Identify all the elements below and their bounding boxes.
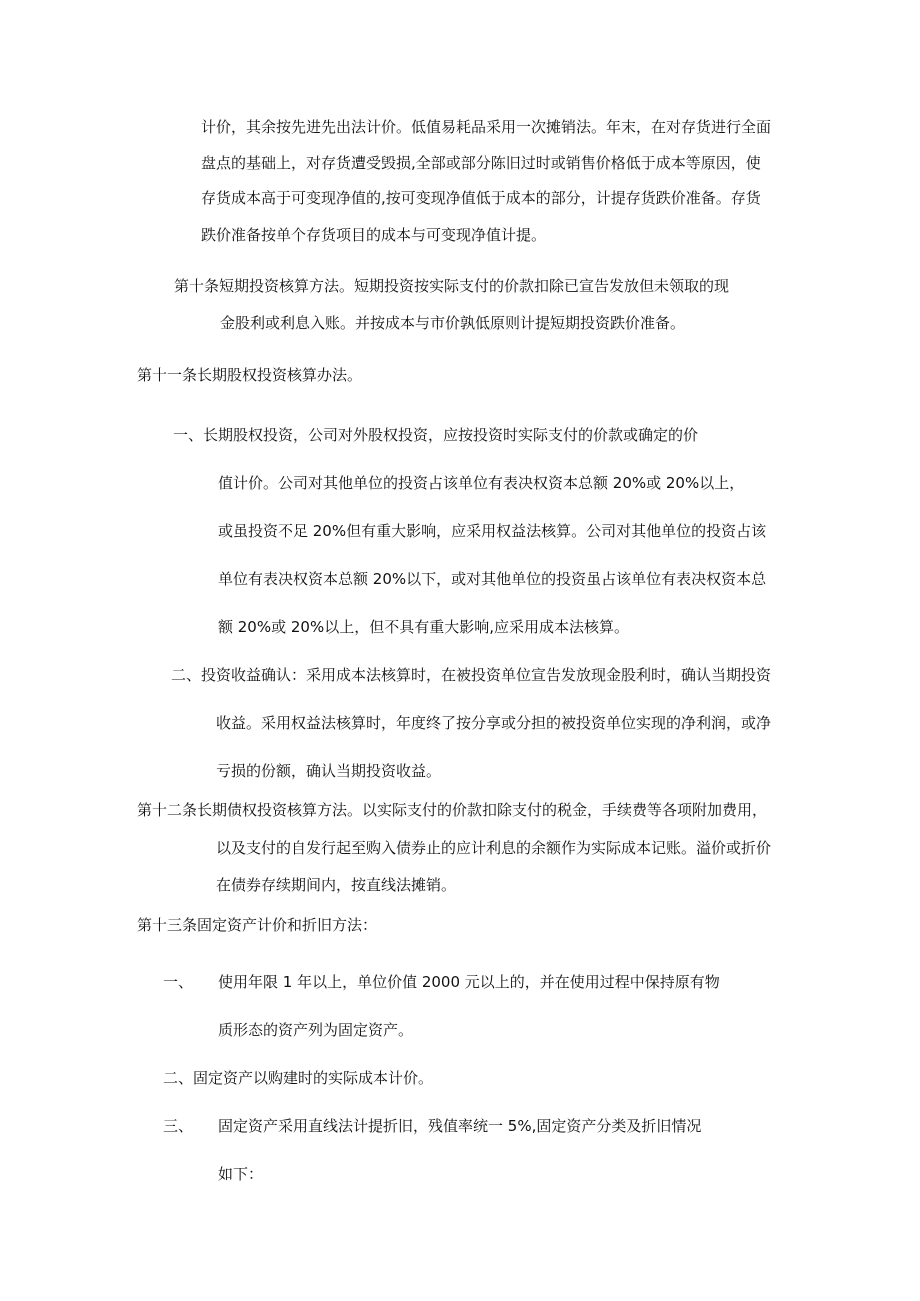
paragraph-line: 亏损的份额，确认当期投资收益。 [216,762,442,780]
paragraph-line: 单位有表决权资本总额 20%以下，或对其他单位的投资虽占该单位有表决权资本总 [218,570,767,588]
paragraph-line: 或虽投资不足 20%但有重大影响，应采用权益法核算。公司对其他单位的投资占该 [218,522,767,540]
paragraph-line: 收益。采用权益法核算时，年度终了按分享或分担的被投资单位实现的净利润，或净 [216,714,772,732]
paragraph-line: 跌价准备按单个存货项目的成本与可变现净值计提。 [201,226,547,244]
list-marker-3: 三、 [163,1117,194,1135]
paragraph-line: 额 20%或 20%以上，但不具有重大影响,应采用成本法核算。 [218,618,629,636]
paragraph-line: 如下： [218,1165,264,1183]
article-10-heading: 第十条短期投资核算方法。短期投资按实际支付的价款扣除已宣告发放但未领取的现 [174,277,730,295]
article-11-heading: 第十一条长期股权投资核算办法。 [137,366,363,384]
paragraph-line: 盘点的基础上，对存货遭受毁损,全部或部分陈旧过时或销售价格低于成本等原因，使 [201,154,761,172]
article-13-heading: 第十三条固定资产计价和折旧方法： [137,916,378,934]
list-marker-1: 一、 [163,973,194,991]
paragraph-line: 值计价。公司对其他单位的投资占该单位有表决权资本总额 20%或 20%以上， [218,474,745,492]
paragraph-line: 在债券存续期间内，按直线法摊销。 [216,876,457,894]
list-item-2: 二、固定资产以购建时的实际成本计价。 [163,1069,434,1087]
paragraph-line: 以及支付的自发行起至购入债券止的应计利息的余额作为实际成本记账。溢价或折价 [216,839,772,857]
article-12-heading: 第十二条长期债权投资核算方法。以实际支付的价款扣除支付的税金，手续费等各项附加费用， [137,801,768,819]
list-item-2: 二、投资收益确认：采用成本法核算时，在被投资单位宣告发放现金股利时，确认当期投资 [171,666,772,684]
list-item-1-text: 使用年限 1 年以上，单位价值 2000 元以上的，并在使用过程中保持原有物 [218,973,720,991]
list-item-1: 一、长期股权投资，公司对外股权投资，应按投资时实际支付的价款或确定的价 [173,426,699,444]
paragraph-line: 计价，其余按先进先出法计价。低值易耗品采用一次摊销法。年末，在对存货进行全面 [201,118,772,136]
list-item-3-text: 固定资产采用直线法计提折旧，残值率统一 5%,固定资产分类及折旧情况 [218,1117,702,1135]
paragraph-line: 质形态的资产列为固定资产。 [218,1021,414,1039]
paragraph-line: 金股利或利息入账。并按成本与市价孰低原则计提短期投资跌价准备。 [220,314,686,332]
paragraph-line: 存货成本高于可变现净值的,按可变现净值低于成本的部分，计提存货跌价准备。存货 [201,189,761,207]
